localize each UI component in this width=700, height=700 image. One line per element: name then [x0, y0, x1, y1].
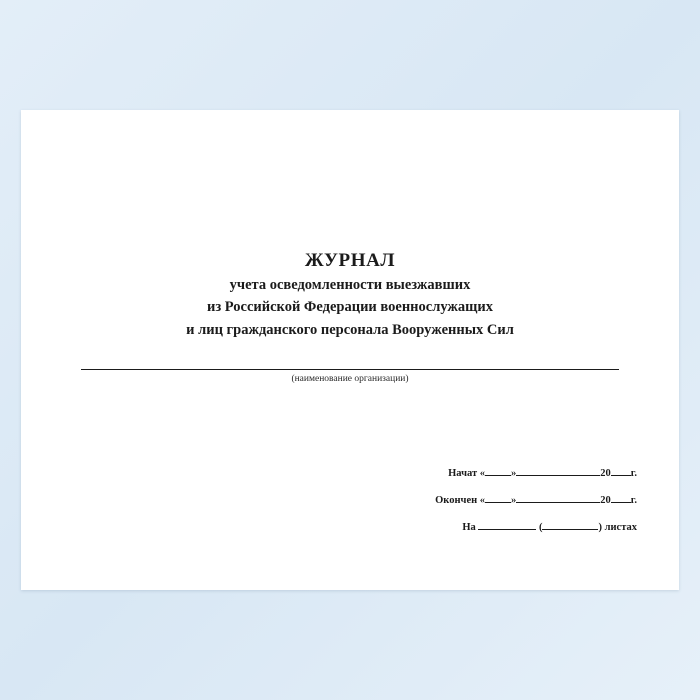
document-page: [21, 110, 679, 590]
finished-label-end: »: [511, 495, 517, 506]
finished-month-fill: [516, 492, 600, 503]
started-year-prefix: 20: [600, 468, 611, 479]
started-year-suffix: г.: [630, 468, 637, 479]
started-year-fill: [611, 465, 631, 476]
sheets-row: [337, 519, 637, 533]
started-label-end: »: [511, 468, 517, 479]
sheets-count-fill: [478, 519, 536, 530]
organization-block: [81, 368, 619, 384]
finished-year-fill: [611, 492, 631, 503]
title-block: [21, 248, 679, 341]
subtitle-line-1: учета осведомленности выезжавших: [229, 276, 471, 293]
sheets-close-paren: ): [598, 522, 602, 533]
page-title: ЖУРНАЛ: [304, 250, 396, 271]
sheets-words-fill: [542, 519, 598, 530]
sheets-prefix: На: [462, 522, 476, 533]
finished-day-fill: [485, 492, 511, 503]
sheets-open-paren: (: [538, 522, 543, 533]
organization-caption: (наименование организации): [291, 374, 409, 384]
subtitle-line-2: из Российской Федерации военнослужащих: [206, 299, 494, 316]
organization-write-line: [81, 368, 619, 370]
started-month-fill: [516, 465, 600, 476]
started-day-fill: [485, 465, 511, 476]
finished-row: [337, 492, 637, 506]
sheets-suffix: листах: [604, 522, 637, 533]
finished-year-prefix: 20: [600, 495, 611, 506]
footer-block: [337, 465, 637, 546]
started-label: Начат «: [448, 468, 486, 479]
subtitle-line-3: и лиц гражданского персонала Вооруженных Сил: [186, 321, 514, 338]
finished-label: Окончен «: [435, 495, 486, 506]
started-row: [337, 465, 637, 479]
finished-year-suffix: г.: [630, 495, 637, 506]
